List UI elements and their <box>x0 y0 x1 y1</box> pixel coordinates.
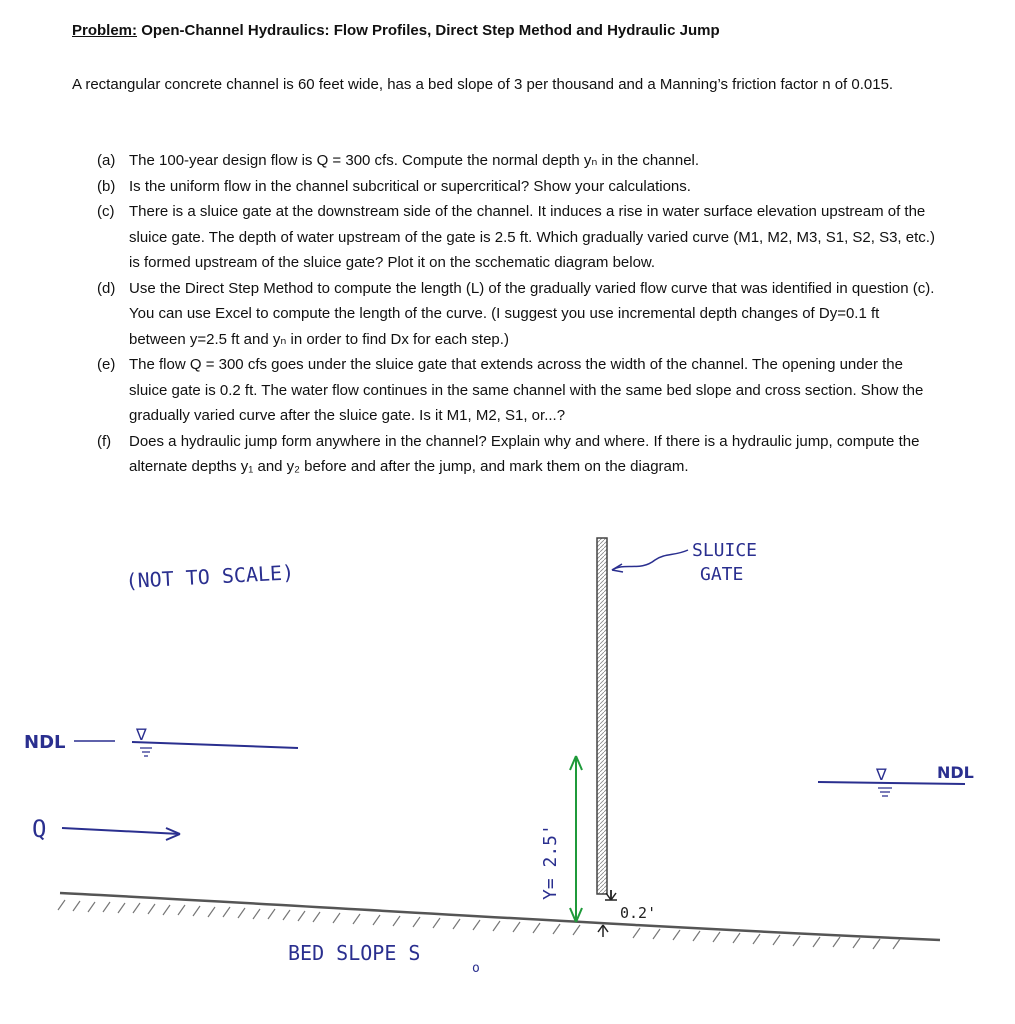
problem-intro: A rectangular concrete channel is 60 feet wide, has a bed slope of 3 per thousand and a Manning’s friction factor n of 0.015. <box>72 76 894 93</box>
upstream-depth-dimension <box>540 756 582 922</box>
channel-bed <box>58 893 940 949</box>
question-text: The flow Q = 300 cfs goes under the sluice gate that extends across the width of the channel. The opening under the sluice gate is 0.2 ft. The water flow continues in the same channel with the same bed slope and cross section. Show the gradually varied curve after the sluice gate. Is it M1, M2, S1, or...? <box>129 356 924 424</box>
question-tag: (f) <box>97 432 112 450</box>
sluice-gate-annotation <box>612 540 757 585</box>
ndl-left <box>24 727 298 756</box>
flow-label: Q <box>32 815 47 843</box>
sluice-label-line1: SLUICE <box>692 540 758 561</box>
question-text: Does a hydraulic jump form anywhere in the channel? Explain why and where. If there is a hydraulic jump, compute the alternate depths y₁ and y₂ before and after the jump, and mark them on the diagram. <box>129 432 920 475</box>
bed-slope-annotation <box>288 941 480 976</box>
question-text: There is a sluice gate at the downstream side of the channel. It induces a rise in water surface elevation upstream of the sluice gate. The depth of water upstream of the gate is 2.5 ft. Which gradually varied curve (M1, M2, M3, S1, S2, S3, etc.) is formed upstream of the sluice gate? Plot it on the scchematic diagram below. <box>129 203 935 271</box>
gate-opening-label: 0.2' <box>620 904 657 922</box>
problem-title-text: Open-Channel Hydraulics: Flow Profiles, Direct Step Method and Hydraulic Jump <box>141 22 720 39</box>
question-text: The 100-year design flow is Q = 300 cfs. Compute the normal depth yₙ in the channel. <box>129 152 700 169</box>
question-text: Use the Direct Step Method to compute the length (L) of the gradually varied flow curve that was identified in question (c). You can use Excel to compute the length of the curve. (I suggest you use incremental depth changes of Dy=0.1 ft between y=2.5 ft and yₙ in order to find Dx for each step.) <box>129 279 935 348</box>
not-to-scale-label: (NOT TO SCALE) <box>125 560 295 593</box>
sluice-label-line2: GATE <box>700 564 744 585</box>
question-tag: (b) <box>97 177 116 195</box>
water-surface-icon: ∇ <box>876 767 887 784</box>
question-text: Is the uniform flow in the channel subcritical or supercritical? Show your calculations. <box>129 177 691 195</box>
water-surface-icon: ∇ <box>136 727 147 744</box>
ndl-left-label: NDL <box>24 732 66 753</box>
question-tag: (a) <box>97 152 116 169</box>
gate-opening-dimension <box>598 890 656 937</box>
upstream-depth-label: Y= 2.5' <box>540 824 561 900</box>
bed-slope-label: BED SLOPE S <box>288 941 421 965</box>
question-tag: (c) <box>97 203 115 220</box>
question-tag: (d) <box>97 279 116 297</box>
ndl-right-label: NDL <box>937 763 974 782</box>
question-tag: (e) <box>97 356 116 373</box>
bed-slope-subscript: o <box>472 961 480 976</box>
problem-label: Problem: <box>72 22 138 39</box>
sluice-gate <box>597 538 607 894</box>
ndl-right <box>818 763 974 796</box>
flow-arrow <box>32 815 180 843</box>
